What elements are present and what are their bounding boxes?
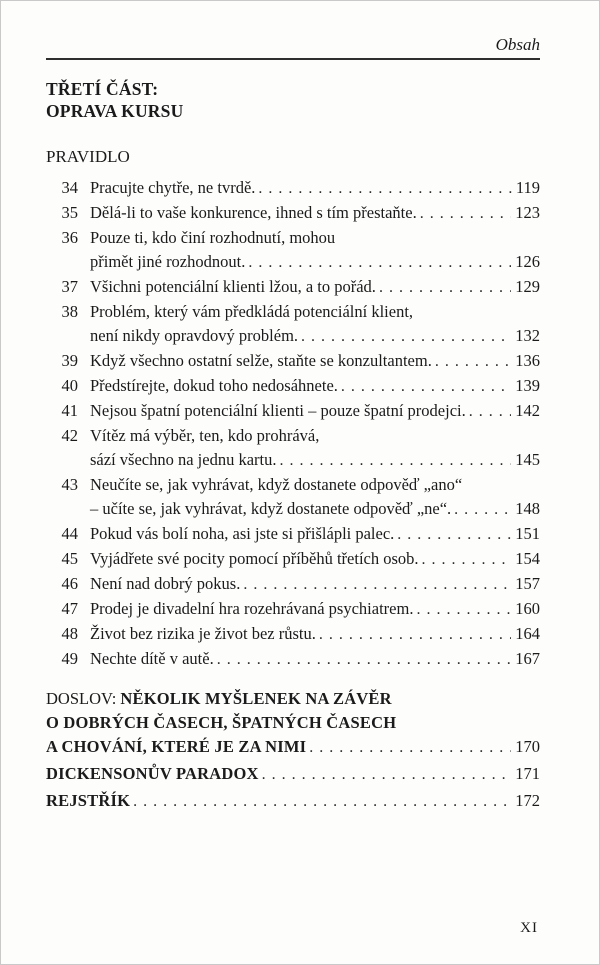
- entry-number: 44: [61, 524, 78, 543]
- entry-page-number: 126: [515, 252, 540, 271]
- dot-leader: [258, 176, 511, 201]
- entry-page-number: 148: [515, 499, 540, 518]
- entry-body: [90, 374, 540, 399]
- entry-page-number: 132: [515, 326, 540, 345]
- back-matter-line: [46, 687, 540, 711]
- toc-entry: [46, 201, 540, 226]
- toc-entry: [46, 300, 540, 349]
- entry-text: přimět jiné rozhodnout.: [90, 252, 246, 271]
- entry-line: [90, 597, 540, 622]
- entry-page-number: 170: [515, 737, 540, 756]
- entry-line: [90, 201, 540, 226]
- toc-entry: [46, 547, 540, 572]
- toc-entry: [46, 473, 540, 522]
- entry-number: 37: [61, 277, 78, 296]
- entry-body: [90, 522, 540, 547]
- entry-line: [90, 349, 540, 374]
- entry-page-number: 171: [515, 764, 540, 783]
- entry-body: [90, 622, 540, 647]
- entry-line: [90, 547, 540, 572]
- running-title: Obsah: [495, 35, 540, 54]
- entry-body: [90, 597, 540, 622]
- entry-page-number: 167: [515, 649, 540, 668]
- entry-line: [90, 324, 540, 349]
- entry-text: – učíte se, jak vyhrávat, když dostanete odpověď „ne“.: [90, 499, 452, 518]
- entry-line: [90, 572, 540, 597]
- entry-number: 39: [61, 351, 78, 370]
- entry-body: [90, 176, 540, 201]
- entry-number: 47: [61, 599, 78, 618]
- entry-body: [90, 647, 540, 672]
- entry-page-number: 172: [515, 791, 540, 810]
- entry-page-number: 157: [515, 574, 540, 593]
- entry-text: Není nad dobrý pokus.: [90, 574, 241, 593]
- toc-entry: [46, 647, 540, 672]
- entry-body: [90, 473, 540, 522]
- entry-number: 38: [61, 302, 78, 321]
- page-content: [46, 0, 540, 814]
- entry-body: [90, 275, 540, 300]
- entry-text: Když všechno ostatní selže, staňte se konzultantem.: [90, 351, 432, 370]
- entry-text: není nikdy opravdový problém.: [90, 326, 299, 345]
- toc-entry: [46, 176, 540, 201]
- back-matter-line: [46, 735, 540, 760]
- back-matter: [46, 687, 540, 814]
- dot-leader: [262, 762, 512, 787]
- entry-page-number: 123: [515, 203, 540, 222]
- dot-leader: [301, 324, 511, 349]
- dot-leader: [243, 572, 511, 597]
- dot-leader: [248, 250, 511, 275]
- entry-body: [90, 201, 540, 226]
- toc-entry: [46, 597, 540, 622]
- entry-number: 48: [61, 624, 78, 643]
- toc-entry: [46, 374, 540, 399]
- entry-line: [90, 300, 540, 324]
- entry-body: [90, 226, 540, 275]
- entry-text: Pokud vás bolí noha, asi jste si přišlápli palec.: [90, 524, 395, 543]
- back-matter-line: [46, 711, 540, 735]
- toc-entry: [46, 226, 540, 275]
- back-matter-title: O DOBRÝCH ČASECH, ŠPATNÝCH ČASECH: [46, 713, 397, 732]
- toc-entry: [46, 424, 540, 473]
- entry-number: 34: [61, 178, 78, 197]
- entry-text: Předstírejte, dokud toho nedosáhnete.: [90, 376, 338, 395]
- entry-page-number: 119: [515, 178, 540, 197]
- entry-text: Prodej je divadelní hra rozehrávaná psychiatrem.: [90, 599, 414, 618]
- entry-line: [90, 176, 540, 201]
- header-rule: [46, 58, 540, 60]
- section-label: PRAVIDLO: [46, 147, 130, 166]
- part-heading-line2: OPRAVA KURSU: [46, 101, 184, 121]
- entry-body: [90, 572, 540, 597]
- entry-number: 45: [61, 549, 78, 568]
- entry-number: 41: [61, 401, 78, 420]
- entry-text: Vítěz má výběr, ten, kdo prohrává,: [90, 426, 320, 445]
- entry-line: [90, 522, 540, 547]
- entry-line: [90, 226, 540, 250]
- entry-line: [90, 424, 540, 448]
- entry-text: Neučíte se, jak vyhrávat, když dostanete odpověď „ano“: [90, 475, 463, 494]
- dot-leader: [279, 448, 511, 473]
- entry-page-number: 136: [515, 351, 540, 370]
- entry-line: [90, 374, 540, 399]
- dot-leader: [420, 201, 512, 226]
- dot-leader: [469, 399, 512, 424]
- toc-entry: [46, 399, 540, 424]
- dot-leader: [397, 522, 511, 547]
- entry-line: [90, 275, 540, 300]
- entry-line: [90, 399, 540, 424]
- entry-number: 43: [61, 475, 78, 494]
- entry-text: Nechte dítě v autě.: [90, 649, 214, 668]
- dot-leader: [454, 497, 511, 522]
- dot-leader: [309, 735, 511, 760]
- entry-text: Vyjádřete své pocity pomocí příběhů třetích osob.: [90, 549, 419, 568]
- entry-text: Nejsou špatní potenciální klienti – pouze špatní prodejci.: [90, 401, 466, 420]
- part-heading: [46, 78, 540, 122]
- back-matter-item: [46, 687, 540, 760]
- back-matter-title: NĚKOLIK MYŠLENEK NA ZÁVĚR: [120, 689, 392, 708]
- entry-page-number: 151: [515, 524, 540, 543]
- dot-leader: [133, 789, 511, 814]
- back-matter-item: [46, 789, 540, 814]
- dot-leader: [422, 547, 512, 572]
- entry-line: [90, 250, 540, 275]
- entry-body: [90, 399, 540, 424]
- entry-text: Dělá-li to vaše konkurence, ihned s tím přestaňte.: [90, 203, 417, 222]
- page-number-folio: XI: [520, 920, 538, 936]
- dot-leader: [341, 374, 511, 399]
- toc-entry: [46, 275, 540, 300]
- toc-entry: [46, 349, 540, 374]
- dot-leader: [319, 622, 511, 647]
- toc-entry: [46, 522, 540, 547]
- back-matter-title: DICKENSONŮV PARADOX: [46, 764, 259, 783]
- entry-number: 40: [61, 376, 78, 395]
- entry-line: [90, 497, 540, 522]
- back-matter-prefix: DOSLOV:: [46, 689, 121, 708]
- entry-number: 42: [61, 426, 78, 445]
- dot-leader: [379, 275, 511, 300]
- entry-number: 49: [61, 649, 78, 668]
- entry-line: [90, 448, 540, 473]
- entry-page-number: 139: [515, 376, 540, 395]
- entry-text: Problém, který vám předkládá potenciální klient,: [90, 302, 414, 321]
- entry-number: 36: [61, 228, 78, 247]
- entry-line: [90, 622, 540, 647]
- toc-entries: [46, 176, 540, 672]
- entry-body: [90, 547, 540, 572]
- entry-page-number: 142: [515, 401, 540, 420]
- entry-page-number: 154: [515, 549, 540, 568]
- entry-line: [90, 647, 540, 672]
- dot-leader: [416, 597, 511, 622]
- entry-text: Život bez rizika je život bez růstu.: [90, 624, 316, 643]
- entry-body: [90, 300, 540, 349]
- toc-entry: [46, 572, 540, 597]
- entry-page-number: 164: [515, 624, 540, 643]
- entry-page-number: 129: [515, 277, 540, 296]
- part-heading-line1: TŘETÍ ČÁST:: [46, 79, 159, 99]
- entry-line: [90, 473, 540, 497]
- back-matter-line: [46, 762, 540, 787]
- entry-text: Všichni potenciální klienti lžou, a to pořád.: [90, 277, 376, 296]
- entry-body: [90, 349, 540, 374]
- back-matter-title: A CHOVÁNÍ, KTERÉ JE ZA NIMI: [46, 737, 307, 756]
- entry-number: 46: [61, 574, 78, 593]
- dot-leader: [435, 349, 511, 374]
- back-matter-item: [46, 762, 540, 787]
- entry-text: sází všechno na jednu kartu.: [90, 450, 277, 469]
- entry-page-number: 160: [515, 599, 540, 618]
- toc-entry: [46, 622, 540, 647]
- entry-page-number: 145: [515, 450, 540, 469]
- entry-number: 35: [61, 203, 78, 222]
- entry-text: Pracujte chytře, ne tvrdě.: [90, 178, 256, 197]
- entry-body: [90, 424, 540, 473]
- dot-leader: [217, 647, 512, 672]
- entry-text: Pouze ti, kdo činí rozhodnutí, mohou: [90, 228, 336, 247]
- back-matter-line: [46, 789, 540, 814]
- back-matter-title: REJSTŘÍK: [46, 791, 131, 810]
